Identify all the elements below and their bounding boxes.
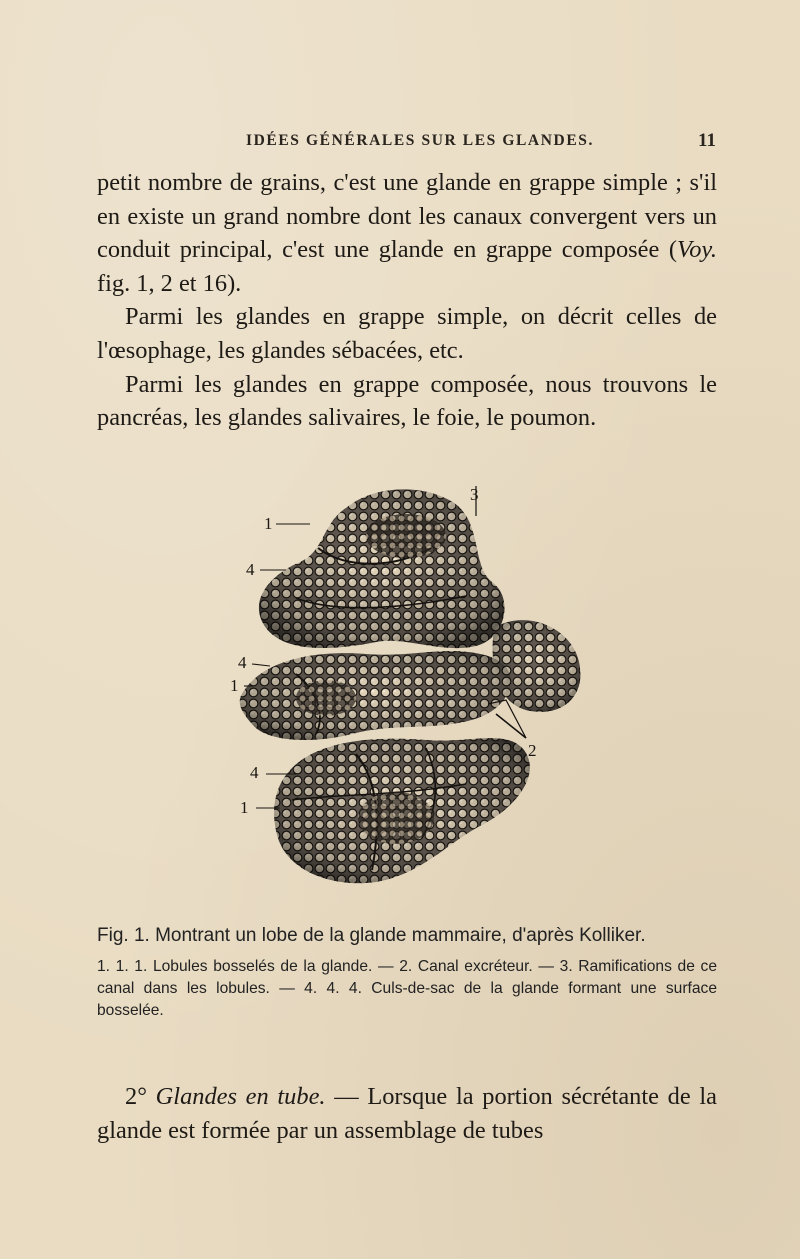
figure-number: Fig. 1. [97,925,150,946]
body-text-bottom [97,1080,717,1147]
figure-label: 1 [264,514,273,533]
page-number: 11 [698,130,716,151]
dark-cluster [296,680,356,716]
upper-lobule [259,489,505,648]
dark-cluster [358,792,434,844]
figure-label: 1 [230,676,239,695]
caption-title: Fig. 1. Montrant un lobe de la glande mammaire, d'après Kolliker. [97,925,646,946]
dark-cluster [366,514,446,558]
caption-legend: 1. 1. 1. Lobules bosselés de la glande. — 2. Canal excréteur. — 3. Ramifications de ce canal dans les lobules. — 4. 4. 4. Culs-de-sac de la glande formant une surface bosselée. [97,958,717,1019]
paragraph-grappe-composee: Parmi les glandes en grappe composée, nous trouvons le pancréas, les glandes salivaires, le foie, le poumon. [97,370,717,432]
paragraph-grappe: petit nombre de grains, c'est une glande en grappe simple ; s'il en existe un grand nombre dont les canaux convergent vers un conduit principal, c'est une glande en grappe composée (Voy. fig. 1, 2 et 16). [97,169,717,297]
body-text-top [97,166,717,435]
figure-label: 2 [528,741,537,760]
middle-lobule [240,651,511,740]
figure-label: 3 [470,485,479,504]
right-lobule [493,620,581,712]
section-heading: Glandes en tube. [155,1083,326,1110]
paragraph-grappe-simple: Parmi les glandes en grappe simple, on décrit celles de l'œsophage, les glandes sébacées, etc. [97,303,717,364]
paragraph-glandes-en-tube: 2° Glandes en tube. — Lorsque la portion sécrétante de la glande est formée par un assemblage de tubes [97,1083,717,1144]
running-title: IDÉES GÉNÉRALES SUR LES GLANDES. [246,132,594,149]
figure-label: 4 [238,653,247,672]
figure-label: 4 [250,763,259,782]
figure-label: 1 [240,798,249,817]
figure-label: 4 [246,560,255,579]
mammary-gland-lobe-illustration [226,478,586,898]
figure-caption [97,924,717,1022]
gland-figure [226,478,586,898]
